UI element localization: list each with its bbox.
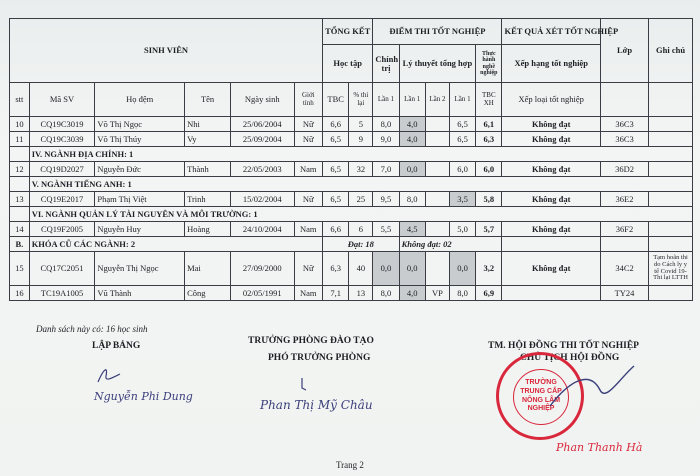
stamp-line: TRƯỜNG xyxy=(525,379,557,386)
cell-gioi-tinh: Nữ xyxy=(294,132,323,147)
cell-lop: 36F2 xyxy=(600,222,648,237)
cell-ngay-sinh: 25/06/2004 xyxy=(231,117,294,132)
cell-ngay-sinh: 15/02/2004 xyxy=(231,192,294,207)
cell-tbc-xh: 5,8 xyxy=(476,192,502,207)
section-title: VI. NGÀNH QUẢN LÝ TÀI NGUYÊN VÀ MÔI TRƯỜNG: 1 xyxy=(29,207,692,222)
cell-ghi-chu xyxy=(649,222,693,237)
hoi-dong-label: TM. HỘI ĐỒNG THI TỐT NGHIỆP xyxy=(488,341,639,351)
cell-ten: Vy xyxy=(185,132,231,147)
cell-gioi-tinh: Nữ xyxy=(294,117,323,132)
cell-ngay-sinh: 27/09/2000 xyxy=(231,252,294,286)
student-row xyxy=(10,162,693,177)
cell-ghi-chu xyxy=(649,162,693,177)
cell-pct-thi-lai: 6 xyxy=(349,222,373,237)
cell-tbc-xh: 6,1 xyxy=(476,117,502,132)
cell-ma-sv: CQ19F2005 xyxy=(29,222,95,237)
cell-gioi-tinh: Nam xyxy=(294,222,323,237)
cell-ghi-chu xyxy=(649,117,693,132)
cell-chinh-tri-lan1: 9,5 xyxy=(373,192,399,207)
header-tbc: TBC xyxy=(323,83,349,117)
cell-xep-loai: Không đạt xyxy=(502,162,600,177)
cell-pct-thi-lai: 5 xyxy=(349,117,373,132)
stamp-line: NGHIỆP xyxy=(527,405,555,413)
pho-truong-phong-label: PHÓ TRƯỞNG PHÒNG xyxy=(268,353,371,363)
cell-xep-loai: Không đạt xyxy=(502,252,600,286)
cell-thuc-hanh-lan1: 6,5 xyxy=(449,132,475,147)
section-title: V. NGÀNH TIẾNG ANH: 1 xyxy=(29,177,692,192)
cell-stt: 14 xyxy=(10,222,30,237)
header-hoc-tap: Học tập xyxy=(323,45,373,83)
cell-stt: 12 xyxy=(10,162,30,177)
cell-tbc: 6,5 xyxy=(323,132,349,147)
cell-ly-thuyet-lan2 xyxy=(425,192,449,207)
student-row xyxy=(10,132,693,147)
cell-ly-thuyet-lan1: 8,0 xyxy=(399,192,425,207)
cell-ma-sv: CQ19C3039 xyxy=(29,132,95,147)
header-ly-thuyet: Lý thuyết tổng hợp xyxy=(399,45,476,83)
cell-ly-thuyet-lan1: 4,0 xyxy=(399,132,425,147)
cell-chinh-tri-lan1: 0,0 xyxy=(373,252,399,286)
cell-ly-thuyet-lan2 xyxy=(425,117,449,132)
header-lt-lan2: Lần 2 xyxy=(425,83,449,117)
header-stt: stt xyxy=(10,83,30,117)
cell-pct-thi-lai: 9 xyxy=(349,132,373,147)
student-row xyxy=(10,117,693,132)
cell-gioi-tinh: Nữ xyxy=(294,252,323,286)
cell-tbc: 7,1 xyxy=(323,286,349,301)
header-ket-qua: KẾT QUẢ XÉT TỐT NGHIỆP xyxy=(502,19,600,45)
student-row xyxy=(10,192,693,207)
header-diem-thi: ĐIỂM THI TỐT NGHIỆP xyxy=(373,19,502,45)
cell-gioi-tinh: Nữ xyxy=(294,192,323,207)
cell-tbc: 6,3 xyxy=(323,252,349,286)
cell-xep-loai: Không đạt xyxy=(502,222,600,237)
header-ngay-sinh: Ngày sinh xyxy=(231,83,294,117)
header-gioi-tinh: Giới tính xyxy=(294,83,323,117)
cell-ly-thuyet-lan1: 4,0 xyxy=(399,117,425,132)
student-count-note: Danh sách này có: 16 học sinh xyxy=(36,324,148,334)
cell-thuc-hanh-lan1: 6,5 xyxy=(449,117,475,132)
cell-lop: 36D2 xyxy=(600,162,648,177)
cell-thuc-hanh-lan1: 5,0 xyxy=(449,222,475,237)
cell-tbc: 6,6 xyxy=(323,117,349,132)
cell-stt: 13 xyxy=(10,192,30,207)
cell-ghi-chu xyxy=(649,286,693,301)
section-row xyxy=(10,207,693,222)
cell-ngay-sinh: 24/10/2004 xyxy=(231,222,294,237)
cell-gioi-tinh: Nam xyxy=(294,162,323,177)
cell-ly-thuyet-lan1: 0,0 xyxy=(399,252,425,286)
cell-ly-thuyet-lan2 xyxy=(425,132,449,147)
header-lop: Lớp xyxy=(600,19,648,83)
cell-ly-thuyet-lan1: 4,5 xyxy=(399,222,425,237)
section-row xyxy=(10,177,693,192)
chu-tich-label: CHỦ TỊCH HỘI ĐỒNG xyxy=(520,353,620,363)
section-label: B. xyxy=(10,237,30,252)
cell-tbc: 6,6 xyxy=(323,222,349,237)
cell-tbc: 6,5 xyxy=(323,162,349,177)
signature-1: Nguyễn Phi Dung xyxy=(94,390,193,403)
cell-ma-sv: TC19A1005 xyxy=(29,286,95,301)
cell-lop: 36E2 xyxy=(600,192,648,207)
cell-pct-thi-lai: 32 xyxy=(349,162,373,177)
cell-ho-dem: Nguyễn Thị Ngọc xyxy=(95,252,185,286)
cell-ghi-chu xyxy=(649,192,693,207)
cell-ma-sv: CQ19E2017 xyxy=(29,192,95,207)
header-sinh-vien: SINH VIÊN xyxy=(10,19,323,83)
student-row xyxy=(10,222,693,237)
cell-ly-thuyet-lan1: 4,0 xyxy=(399,286,425,301)
initial-mark-1 xyxy=(94,364,124,388)
cell-ghi-chu: Tạm hoãn thi do Cách ly y tế Covid 19- Thi lại LTTH xyxy=(649,252,693,286)
cell-ly-thuyet-lan1: 0,0 xyxy=(399,162,425,177)
cell-xep-loai xyxy=(502,286,600,301)
cell-stt: 16 xyxy=(10,286,30,301)
signature-3: Phan Thanh Hà xyxy=(556,441,643,454)
header-ho-dem: Họ đệm xyxy=(95,83,185,117)
cell-lop: 34C2 xyxy=(600,252,648,286)
cell-xep-loai: Không đạt xyxy=(502,192,600,207)
section-row xyxy=(10,147,693,162)
cell-ho-dem: Vũ Thành xyxy=(95,286,185,301)
section-row xyxy=(10,237,693,252)
cell-chinh-tri-lan1: 8,0 xyxy=(373,286,399,301)
header-ma-sv: Mã SV xyxy=(29,83,95,117)
cell-stt: 11 xyxy=(10,132,30,147)
cell-ten: Nhi xyxy=(185,117,231,132)
cell-pct-thi-lai: 13 xyxy=(349,286,373,301)
student-row xyxy=(10,286,693,301)
cell-thuc-hanh-lan1: 8,0 xyxy=(449,286,475,301)
section-title: IV. NGÀNH ĐỊA CHÍNH: 1 xyxy=(29,147,692,162)
student-row xyxy=(10,252,693,286)
cell-ho-dem: Nguyễn Huy xyxy=(95,222,185,237)
cell-tbc-xh: 6,0 xyxy=(476,162,502,177)
cell-ngay-sinh: 22/05/2003 xyxy=(231,162,294,177)
cell-pct-thi-lai: 25 xyxy=(349,192,373,207)
signature-2: Phan Thị Mỹ Châu xyxy=(260,398,373,412)
cell-thuc-hanh-lan1: 0,0 xyxy=(449,252,475,286)
stamp-line: NÔNG LÂM xyxy=(521,396,561,404)
cell-ten: Trinh xyxy=(185,192,231,207)
cell-thuc-hanh-lan1: 6,0 xyxy=(449,162,475,177)
section-title: KHÓA CŨ CÁC NGÀNH: 2 xyxy=(29,237,322,252)
cell-chinh-tri-lan1: 9,0 xyxy=(373,132,399,147)
graduation-results-table xyxy=(9,18,693,301)
cell-ten: Hoàng xyxy=(185,222,231,237)
header-pct-thi-lai: % thi lại xyxy=(349,83,373,117)
chairman-signature-mark xyxy=(540,360,640,416)
cell-chinh-tri-lan1: 5,5 xyxy=(373,222,399,237)
cell-ho-dem: Phạm Thị Việt xyxy=(95,192,185,207)
header-ct-lan1: Lần 1 xyxy=(373,83,399,117)
truong-phong-label: TRƯỞNG PHÒNG ĐÀO TẠO xyxy=(248,336,374,346)
header-lt-lan1: Lần 1 xyxy=(399,83,425,117)
cell-pct-thi-lai: 40 xyxy=(349,252,373,286)
lap-bang-label: LẬP BẢNG xyxy=(92,341,141,351)
cell-ma-sv: CQ17C2051 xyxy=(29,252,95,286)
cell-tbc: 6,5 xyxy=(323,192,349,207)
header-thuc-hanh: Thực hành nghề nghiệp xyxy=(476,45,502,83)
cell-lop: TY24 xyxy=(600,286,648,301)
cell-chinh-tri-lan1: 7,0 xyxy=(373,162,399,177)
cell-ho-dem: Võ Thị Thúy xyxy=(95,132,185,147)
cell-chinh-tri-lan1: 8,0 xyxy=(373,117,399,132)
cell-tbc-xh: 6,9 xyxy=(476,286,502,301)
header-tong-ket: TỔNG KẾT xyxy=(323,19,373,45)
cell-gioi-tinh: Nam xyxy=(294,286,323,301)
cell-lop: 36C3 xyxy=(600,117,648,132)
cell-ngay-sinh: 02/05/1991 xyxy=(231,286,294,301)
cell-stt: 10 xyxy=(10,117,30,132)
cell-thuc-hanh-lan1: 3,5 xyxy=(449,192,475,207)
cell-xep-loai: Không đạt xyxy=(502,117,600,132)
header-xep-hang: Xếp hạng tốt nghiệp xyxy=(502,45,600,83)
header-chinh-tri: Chính trị xyxy=(373,45,399,83)
failed-count: Không đạt: 02 xyxy=(399,237,502,252)
header-ghi-chu: Ghi chú xyxy=(649,19,693,83)
cell-tbc-xh: 6,3 xyxy=(476,132,502,147)
passed-count: Đạt: 18 xyxy=(323,237,400,252)
cell-stt: 15 xyxy=(10,252,30,286)
stamp-line: TRUNG CẤP xyxy=(520,387,562,395)
header-ten: Tên xyxy=(185,83,231,117)
cell-ly-thuyet-lan2: VP xyxy=(425,286,449,301)
cell-tbc-xh: 3,2 xyxy=(476,252,502,286)
cell-ma-sv: CQ19C3019 xyxy=(29,117,95,132)
initial-mark-2 xyxy=(294,376,310,392)
cell-ma-sv: CQ19D2027 xyxy=(29,162,95,177)
cell-lop: 36C3 xyxy=(600,132,648,147)
cell-ly-thuyet-lan2 xyxy=(425,162,449,177)
cell-tbc-xh: 5,7 xyxy=(476,222,502,237)
cell-ly-thuyet-lan2 xyxy=(425,252,449,286)
header-th-lan1: Lần 1 xyxy=(449,83,475,117)
cell-ho-dem: Võ Thị Ngọc xyxy=(95,117,185,132)
cell-xep-loai: Không đạt xyxy=(502,132,600,147)
header-tbc-xh: TBC XH xyxy=(476,83,502,117)
cell-ghi-chu xyxy=(649,132,693,147)
cell-ten: Thành xyxy=(185,162,231,177)
page-number: Trang 2 xyxy=(336,460,364,470)
cell-ngay-sinh: 25/09/2004 xyxy=(231,132,294,147)
cell-ten: Mai xyxy=(185,252,231,286)
header-xep-loai: Xếp loại tốt nghiệp xyxy=(502,83,600,117)
cell-ho-dem: Nguyễn Đức xyxy=(95,162,185,177)
cell-ten: Công xyxy=(185,286,231,301)
cell-ly-thuyet-lan2 xyxy=(425,222,449,237)
